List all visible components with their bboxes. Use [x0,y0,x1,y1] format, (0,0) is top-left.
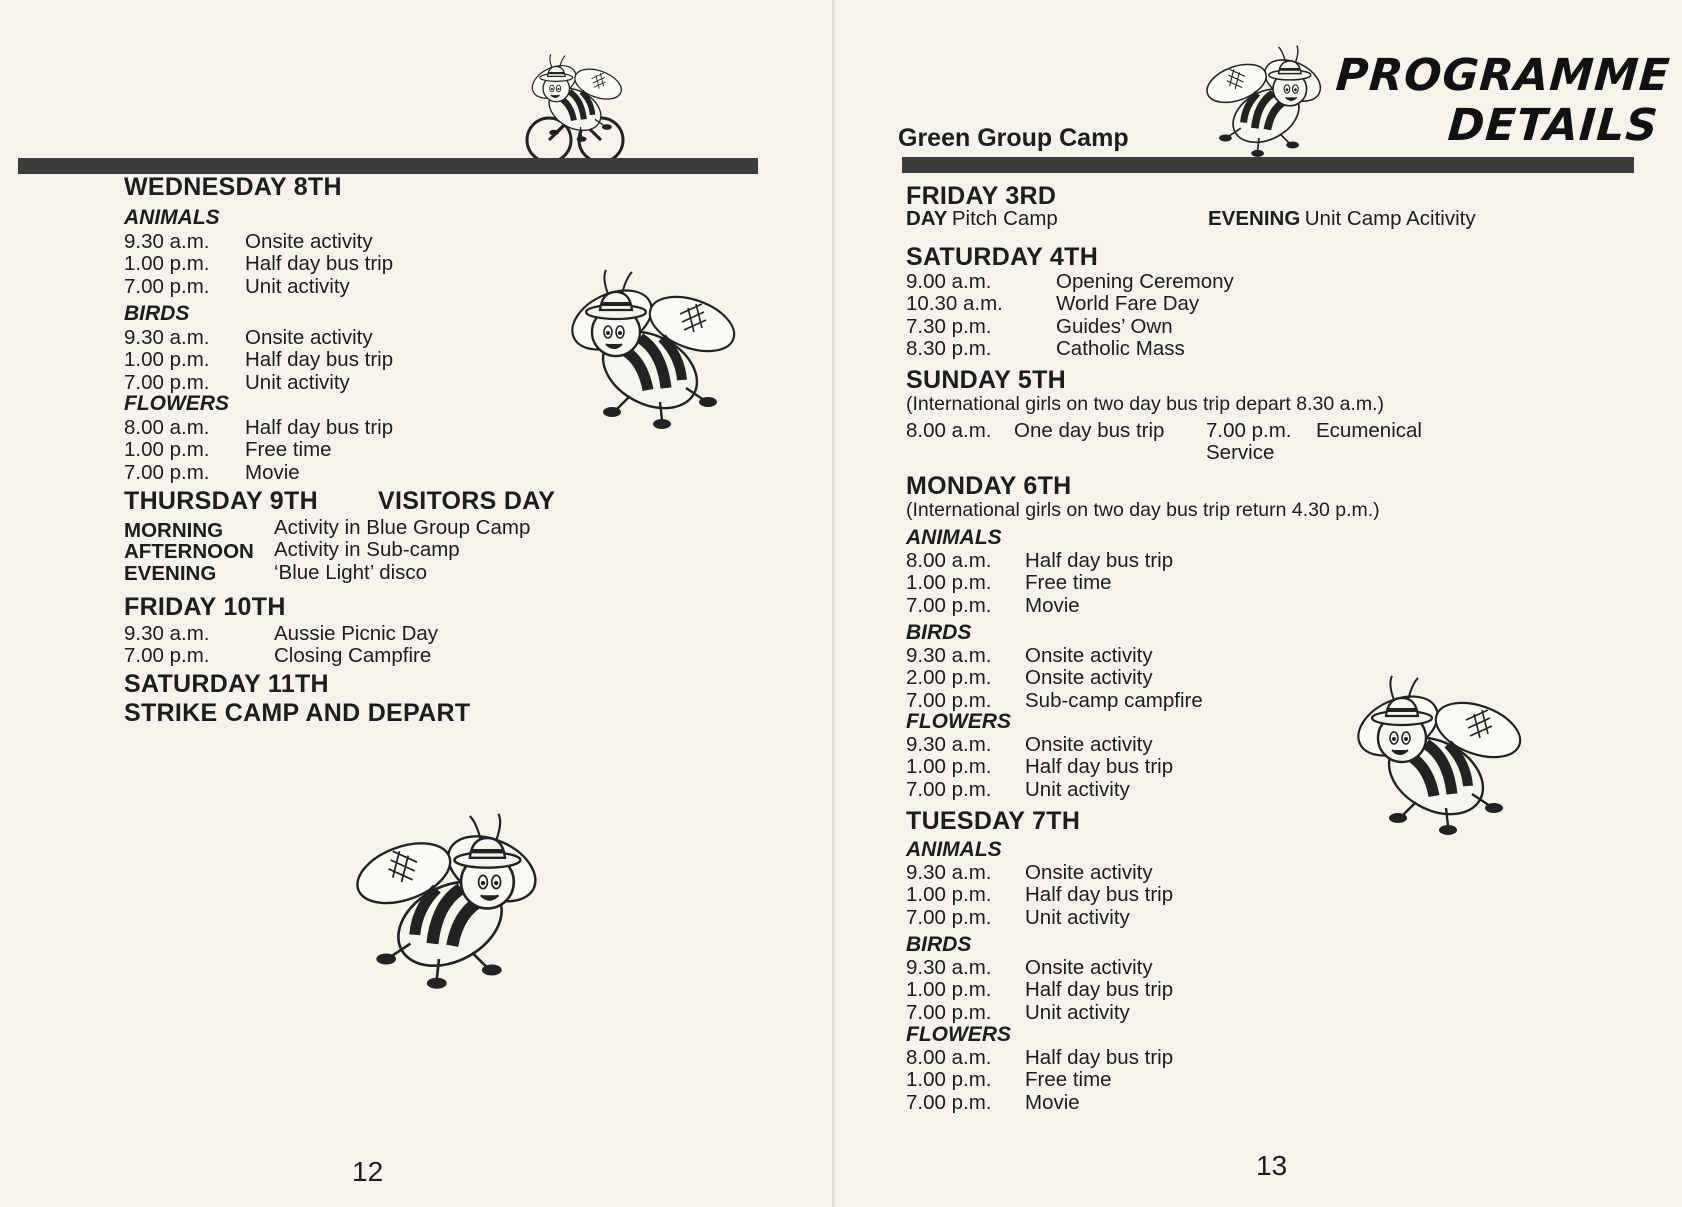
activity: Onsite activity [245,230,373,253]
activity: Half day bus trip [245,348,394,372]
visitors-day-heading: VISITORS DAY [378,487,556,515]
activity: Half day bus trip [1025,549,1174,572]
activity: Unit activity [1025,905,1130,929]
strike-camp-heading: STRIKE CAMP AND DEPART [124,699,471,727]
time: 1.00 p.m. [906,883,992,907]
schedule-row [906,1068,1306,1090]
schedule-row [906,689,1306,711]
bee-illustration [330,800,570,1030]
activity: ‘Blue Light’ disco [274,560,428,584]
activity: Activity in Blue Group Camp [274,516,531,539]
group-label-flowers: FLOWERS [124,392,229,415]
time: 7.00 p.m. [1206,419,1292,442]
brand-title-line1: PROGRAMME [1334,50,1673,101]
group-label-flowers: FLOWERS [906,1023,1011,1046]
activity: Unit activity [1025,1000,1130,1024]
activity: Opening Ceremony [1056,270,1234,293]
schedule-row [906,315,1326,337]
schedule-row [124,538,604,564]
activity: Half day bus trip [1025,978,1174,1002]
schedule-row [124,326,524,348]
schedule-animals-wed [124,230,524,297]
activity: Onsite activity [245,326,373,349]
day-heading-saturday: SATURDAY 4TH [906,243,1099,271]
activity: Movie [245,460,300,484]
activity: Onsite activity [1025,861,1153,884]
group-label-birds: BIRDS [906,621,972,644]
activity: World Fare Day [1056,292,1200,316]
activity: Half day bus trip [1025,883,1174,907]
time: 9.30 a.m. [906,733,992,756]
time: 7.00 p.m. [124,644,210,668]
schedule-row [124,416,524,438]
time: 1.00 p.m. [906,978,992,1002]
activity: Sub-camp campfire [1025,688,1203,712]
group-label-animals: ANIMALS [124,206,220,229]
page-number: 12 [352,1156,384,1187]
bee-illustration [540,262,760,462]
time: 7.00 p.m. [906,905,992,929]
schedule-animals-mon [906,549,1306,616]
schedule-thursday [124,516,604,583]
schedule-row [124,516,604,542]
schedule-birds-wed [124,326,524,393]
period-label: MORNING [124,519,224,542]
time: 8.00 a.m. [906,549,992,572]
time: 9.30 a.m. [906,861,992,884]
day-heading-wednesday: WEDNESDAY 8TH [124,173,342,201]
schedule-row [124,461,524,483]
activity: Onsite activity [1025,956,1153,979]
group-label-birds: BIRDS [906,933,972,956]
time: 7.00 p.m. [906,1000,992,1024]
time: 1.00 p.m. [906,1068,992,1092]
activity: Movie [1025,593,1080,617]
schedule-row [124,230,524,252]
time: 7.00 p.m. [906,777,992,801]
activity: Half day bus trip [245,416,394,439]
camp-title: Green Group Camp [898,124,1129,152]
schedule-row [906,1091,1306,1113]
day-heading-monday: MONDAY 6TH [906,472,1072,500]
time: 7.30 p.m. [906,314,992,338]
activity: Catholic Mass [1056,337,1185,361]
time: 9.30 a.m. [124,230,210,253]
activity: Pitch Camp [951,207,1058,230]
activity: Unit activity [245,274,350,298]
activity: Free time [245,438,332,462]
period-label: DAY [906,207,948,230]
group-label-birds: BIRDS [124,302,190,325]
schedule-flowers-mon [906,733,1306,800]
activity: Free time [1025,1068,1112,1092]
schedule-friday [124,622,524,667]
activity-continued: Service [1206,441,1275,464]
group-label-flowers: FLOWERS [906,710,1011,733]
time: 8.00 a.m. [906,1046,992,1069]
schedule-row [906,861,1306,883]
schedule-row [124,371,524,393]
schedule-row [906,270,1326,292]
schedule-row [906,1046,1306,1068]
period-label: EVENING [124,561,217,585]
schedule-saturday [906,270,1326,360]
activity: Aussie Picnic Day [274,622,439,645]
right-page [836,0,1682,1207]
schedule-row [906,978,1306,1000]
activity: Free time [1025,571,1112,595]
activity: Activity in Sub-camp [274,538,460,562]
time: 9.30 a.m. [124,326,210,349]
schedule-row [124,561,604,583]
page-number: 13 [1256,1150,1288,1181]
time: 9.00 a.m. [906,270,992,293]
activity: Movie [1025,1090,1080,1114]
day-heading-friday: FRIDAY 3RD [906,182,1057,210]
activity: Onsite activity [1025,644,1153,667]
activity: Unit activity [245,370,350,394]
schedule-row [906,594,1306,616]
left-page [0,0,836,1207]
time: 1.00 p.m. [906,571,992,595]
schedule-row [906,666,1306,688]
time: 9.30 a.m. [906,644,992,667]
brand-title-line2: DETAILS [1446,100,1661,151]
day-heading-thursday: THURSDAY 9TH [124,487,318,515]
friday-day-line [906,207,1058,231]
activity: Guides’ Own [1056,314,1173,338]
schedule-row [906,956,1306,978]
day-heading-sunday: SUNDAY 5TH [906,366,1066,394]
bee-illustration [1186,20,1346,160]
time: 7.00 p.m. [906,688,992,712]
activity: Onsite activity [1025,666,1153,690]
monday-note: (International girls on two day bus trip return 4.30 p.m.) [906,499,1380,521]
time: 7.00 p.m. [906,593,992,617]
group-label-animals: ANIMALS [906,838,1002,861]
time: 8.00 a.m. [906,419,992,442]
schedule-row [906,1001,1306,1023]
schedule-row [124,348,524,370]
schedule-birds-tue [906,956,1306,1023]
time: 1.00 p.m. [906,755,992,779]
activity: Half day bus trip [1025,755,1174,779]
time: 1.00 p.m. [124,438,210,462]
period-label: EVENING [1208,207,1301,230]
time: 7.00 p.m. [124,274,210,298]
time: 9.30 a.m. [124,622,210,645]
schedule-birds-mon [906,644,1306,711]
schedule-row [906,755,1306,777]
schedule-row [906,337,1326,359]
schedule-row [124,644,524,666]
schedule-row [124,438,524,460]
schedule-row [124,622,524,644]
activity: Ecumenical [1316,419,1422,442]
schedule-row [906,733,1306,755]
activity: Closing Campfire [274,644,432,668]
activity: Half day bus trip [245,252,394,276]
header-rule [902,157,1634,173]
period-label: AFTERNOON [124,540,254,564]
activity: Unit activity [1025,777,1130,801]
time: 8.00 a.m. [124,416,210,439]
friday-evening-line [1208,207,1476,231]
time: 8.30 p.m. [906,337,992,361]
time: 1.00 p.m. [124,252,210,276]
day-heading-friday: FRIDAY 10TH [124,593,286,621]
time: 7.00 p.m. [906,1090,992,1114]
time: 7.00 p.m. [124,460,210,484]
activity: Half day bus trip [1025,1046,1174,1069]
schedule-row [906,571,1306,593]
schedule-flowers-tue [906,1046,1306,1113]
bee-illustration [1326,668,1546,868]
activity: Unit Camp Acitivity [1304,207,1476,230]
schedule-row [906,644,1306,666]
day-heading-saturday: SATURDAY 11TH [124,670,329,698]
time: 10.30 a.m. [906,292,1003,316]
schedule-row [124,252,524,274]
schedule-flowers-wed [124,416,524,483]
sunday-note: (International girls on two day bus trip depart 8.30 a.m.) [906,393,1384,415]
schedule-row [906,292,1326,314]
time: 7.00 p.m. [124,370,210,394]
activity: One day bus trip [1014,419,1165,442]
header-rule [18,158,758,174]
activity: Onsite activity [1025,733,1153,756]
time: 9.30 a.m. [906,956,992,979]
schedule-row [906,549,1306,571]
schedule-animals-tue [906,861,1306,928]
schedule-row [906,778,1306,800]
time: 1.00 p.m. [124,348,210,372]
time: 2.00 p.m. [906,666,992,690]
day-heading-tuesday: TUESDAY 7TH [906,807,1081,835]
group-label-animals: ANIMALS [906,526,1002,549]
schedule-row [906,883,1306,905]
cycling-bee-illustration [515,10,635,160]
schedule-row [124,275,524,297]
schedule-row [906,906,1306,928]
